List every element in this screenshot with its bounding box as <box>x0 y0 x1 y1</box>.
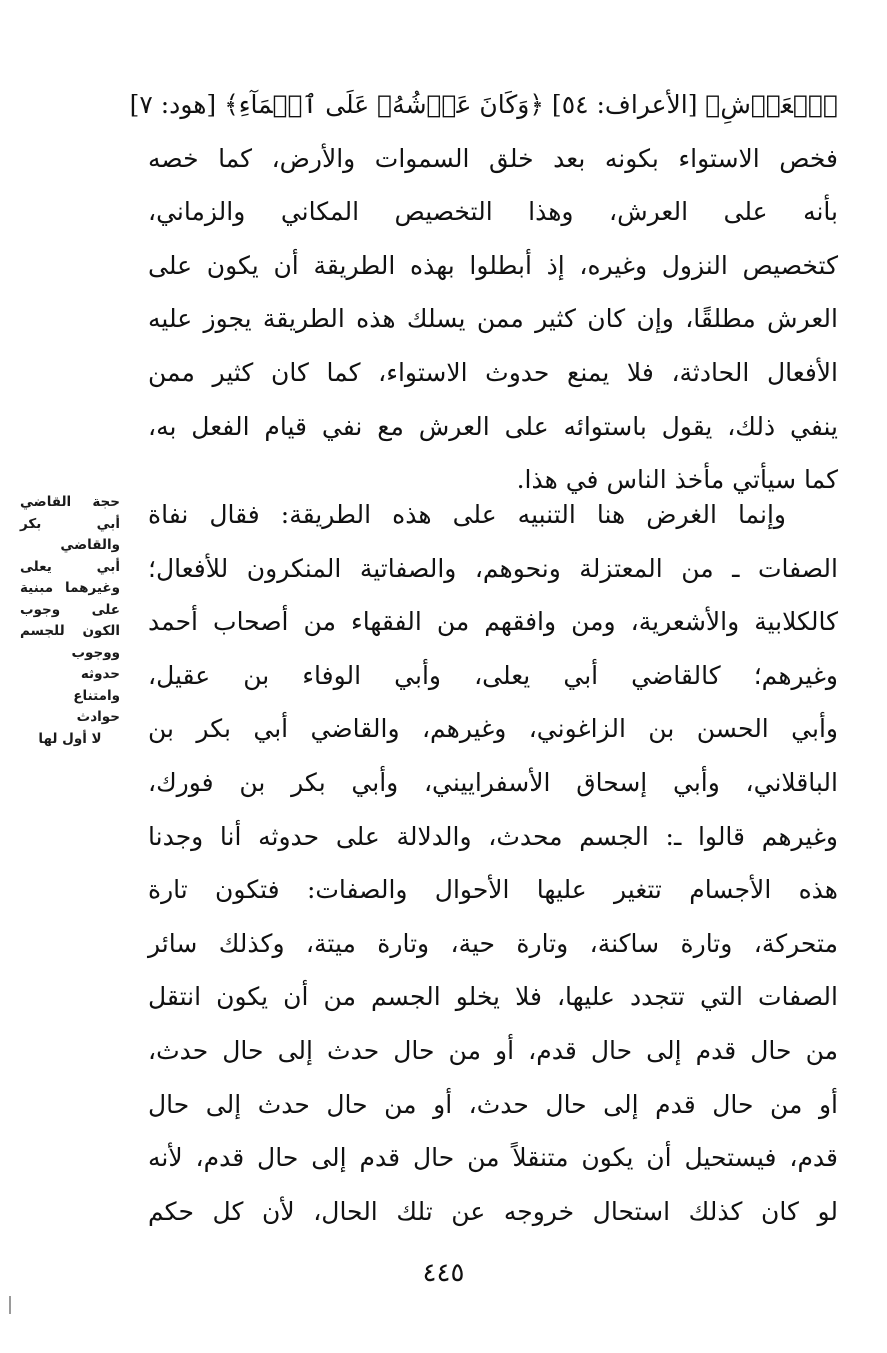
margin-note-line: والقاضي <box>60 537 120 553</box>
margin-note-line: حوادث <box>76 709 120 725</box>
margin-note-line: الكون للجسم <box>20 623 120 639</box>
text-line: وإنما الغرض هنا التنبيه على هذه الطريقة: فقال نفاة <box>148 500 786 529</box>
text-line: فخص الاستواء بكونه بعد خلق السموات والأرض، كما خصه <box>148 143 838 173</box>
text-line: قدم، فيستحيل أن يكون متنقلاً من حال قدم إلى حال قدم، لأنه <box>148 1143 838 1173</box>
text-line: الصفات ـ من المعتزلة ونحوهم، والصفاتية المنكرون للأفعال؛ <box>148 553 838 583</box>
text-line: ٱلۡعَرۡشِ﴾ [الأعراف: ٥٤] ﴿وَكَانَ عَرۡشُهُۥ عَلَى ٱلۡمَآءِ﴾ [هود: ٧] <box>129 90 838 119</box>
text-line: العرش مطلقًا، وإن كان كثير ممن يسلك هذه الطريقة يجوز عليه <box>148 304 838 334</box>
margin-note-line: أبي يعلى <box>20 558 120 575</box>
page-number: ٤٤٥ <box>422 1258 465 1288</box>
margin-note <box>20 492 120 750</box>
margin-note-line: وغيرهما مبنية <box>20 580 120 596</box>
page-edge-mark <box>9 1296 11 1314</box>
text-line: من حال قدم إلى حال قدم، أو من حال حدث إلى حال حدث، <box>148 1035 838 1065</box>
margin-note-line: أبي بكر <box>20 515 120 532</box>
text-line: وغيرهم قالوا ـ: الجسم محدث، والدلالة على حدوثه أنا وجدنا <box>148 821 838 851</box>
paragraph-1 <box>129 78 838 507</box>
text-line: متحركة، وتارة ساكنة، وتارة حية، وتارة ميتة، وكذلك سائر <box>148 928 838 958</box>
margin-note-line: ووجوب <box>71 644 120 661</box>
text-line: لو كان كذلك استحال خروجه عن تلك الحال، لأن كل حكم <box>148 1196 838 1226</box>
text-line: كما سيأتي مأخذ الناس في هذا. <box>516 465 838 495</box>
text-line: هذه الأجسام تتغير عليها الأحوال والصفات: فتكون تارة <box>148 875 838 905</box>
margin-note-line: على وجوب <box>20 601 120 618</box>
text-line: وغيرهم؛ كالقاضي أبي يعلى، وأبي الوفاء بن عقيل، <box>148 660 838 690</box>
text-line: وأبي الحسن بن الزاغوني، وغيرهم، والقاضي أبي بكر بن <box>148 714 838 744</box>
paragraph-2 <box>148 488 838 1238</box>
margin-note-line: حدوثه <box>80 666 120 682</box>
text-line: الباقلاني، وأبي إسحاق الأسفراييني، وأبي بكر بن فورك، <box>148 767 838 797</box>
text-line: الصفات التي تتجدد عليها، فلا يخلو الجسم من أن يكون انتقل <box>148 982 838 1012</box>
text-line: أو من حال قدم إلى حال حدث، أو من حال حدث إلى حال <box>148 1089 838 1119</box>
margin-note-line: حجة القاضي <box>20 494 120 510</box>
margin-note-line: لا أول لها <box>38 730 102 747</box>
margin-note-line: وامتناع <box>73 687 120 704</box>
text-line: كتخصيص النزول وغيره، إذ أبطلوا بهذه الطريقة أن يكون على <box>148 250 838 280</box>
text-line: بأنه على العرش، وهذا التخصيص المكاني والزماني، <box>148 197 838 227</box>
text-line: كالكلابية والأشعرية، ومن وافقهم من الفقهاء من أصحاب أحمد <box>148 607 838 637</box>
text-line: الأفعال الحادثة، فلا يمنع حدوث الاستواء، كما كان كثير ممن <box>148 357 838 387</box>
text-line: ينفي ذلك، يقول باستوائه على العرش مع نفي قيام الفعل به، <box>148 411 838 441</box>
